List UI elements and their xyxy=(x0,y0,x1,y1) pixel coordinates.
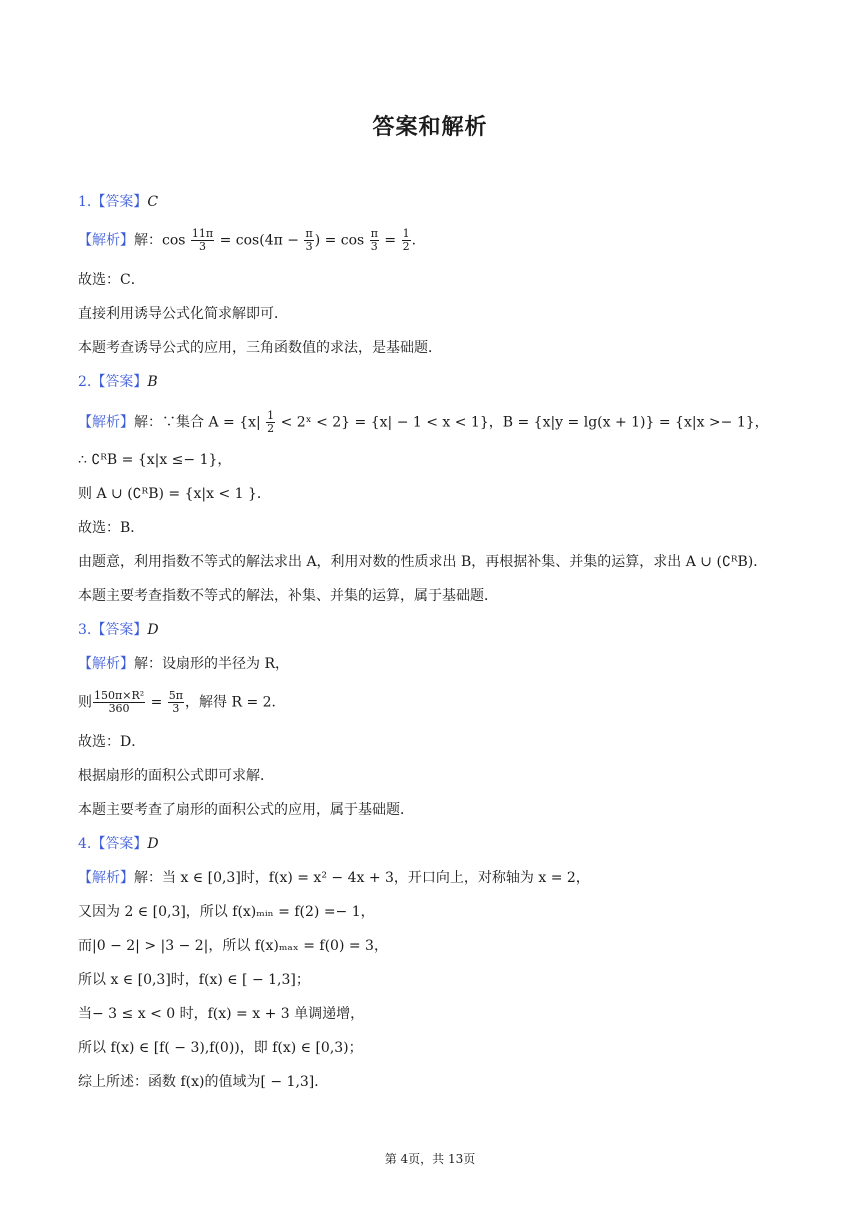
q3-equation-line xyxy=(78,690,286,715)
q2-analysis-tag: 【解析】 xyxy=(78,414,134,431)
q1-choose: 故选：C． xyxy=(78,272,145,288)
q2-comment: 本题主要考查指数不等式的解法，补集、并集的运算，属于基础题． xyxy=(78,588,498,604)
q1-expr-e: . xyxy=(411,232,417,249)
q4-answer-tag: 【答案】 xyxy=(91,836,148,852)
q4-line-2: 又因为 2 ∈ [0,3]，所以 f(x)ₘᵢₙ = f(2) =− 1， xyxy=(78,904,375,920)
q1-comment: 本题考查诱导公式的应用，三角函数值的求法，是基础题． xyxy=(78,340,442,356)
q4-line-5: 当− 3 ≤ x < 0 时，f(x) = x + 3 单调递增， xyxy=(78,1006,365,1022)
q2-number: 2. xyxy=(78,374,92,390)
q2-answer-line xyxy=(78,372,158,392)
q1-answer-tag: 【答案】 xyxy=(91,194,148,210)
q3-choose: 故选：D． xyxy=(78,734,146,750)
q4-analysis-tag: 【解析】 xyxy=(78,870,134,886)
q4-answer-value: D xyxy=(147,836,159,852)
q3-expr-mid: = xyxy=(146,694,163,711)
q4-line-4: 所以 x ∈ [0,3]时，f(x) ∈ [ − 1,3]； xyxy=(78,972,310,988)
q3-answer-tag: 【答案】 xyxy=(91,622,148,638)
q3-fraction-2: $\frac{5\pi}{3}$ xyxy=(168,689,184,715)
q3-comment: 本题主要考查了扇形的面积公式的应用，属于基础题． xyxy=(78,802,414,818)
q2-union: 则 A ∪ (∁ᴿB) = {x|x < 1 }． xyxy=(78,486,271,502)
q3-setup: 解：设扇形的半径为 R， xyxy=(134,656,289,672)
q4-answer-line xyxy=(78,834,159,854)
q2-expr-pre: 解：∵集合 A = {x| xyxy=(134,414,261,431)
q1-expr-a: cos xyxy=(162,232,186,249)
q1-fraction-3: $\frac{\pi}{3}$ xyxy=(370,227,378,253)
q2-fraction: $\frac{1}{2}$ xyxy=(267,409,275,435)
q1-answer-value: C xyxy=(147,194,159,210)
q3-method: 根据扇形的面积公式即可求解． xyxy=(78,768,274,784)
q2-choose: 故选：B． xyxy=(78,520,145,536)
q1-expr-c: ) = cos xyxy=(314,232,365,249)
q2-answer-value: B xyxy=(147,374,158,390)
q3-analysis-tag: 【解析】 xyxy=(78,656,134,672)
q3-analysis-line xyxy=(78,654,289,674)
q1-method: 直接利用诱导公式化简求解即可． xyxy=(78,306,288,322)
q4-number: 4. xyxy=(78,836,92,852)
q3-answer-line xyxy=(78,620,159,640)
q1-expr-b: = cos(4π − xyxy=(215,232,299,249)
q1-answer-line xyxy=(78,192,158,212)
q3-number: 3. xyxy=(78,622,92,638)
q2-expr-post: < 2ˣ < 2} = {x| − 1 < x < 1}，B = {x|y = lg(x + 1)} = {x|x >− 1}， xyxy=(276,414,769,431)
q3-answer-value: D xyxy=(147,622,159,638)
q2-complement: ∴ ∁ᴿB = {x|x ≤− 1}， xyxy=(78,452,232,468)
q1-number: 1. xyxy=(78,194,92,210)
q4-analysis-line xyxy=(78,868,590,888)
q1-expr-d: = xyxy=(379,232,397,249)
page-footer: 第 4页，共 13页 xyxy=(384,1152,476,1166)
q3-fraction-1: $\frac{\text{150π×R²}}{360}$ xyxy=(94,689,145,715)
q3-expr-post: ，解得 R = 2． xyxy=(185,694,286,711)
q1-analysis-tag: 【解析】 xyxy=(78,232,134,249)
q4-line-7: 综上所述：函数 f(x)的值域为[ − 1,3]． xyxy=(78,1074,329,1090)
q4-line-6: 所以 f(x) ∈ [f( − 3),f(0))，即 f(x) ∈ [0,3)； xyxy=(78,1040,363,1056)
q1-analysis-lead: 解： xyxy=(134,232,162,249)
q2-answer-tag: 【答案】 xyxy=(91,374,148,390)
q1-fraction-2: $\frac{\pi}{3}$ xyxy=(305,227,313,253)
q1-analysis-line xyxy=(78,228,416,253)
q1-fraction-4: $\frac{1}{2}$ xyxy=(402,227,410,253)
q2-method: 由题意，利用指数不等式的解法求出 A，利用对数的性质求出 B，再根据补集、并集的运算，求出 A ∪ (∁ᴿB)． xyxy=(78,554,768,570)
q3-expr-pre: 则 xyxy=(78,694,92,711)
q4-line-3: 而|0 − 2| > |3 − 2|，所以 f(x)ₘₐₓ = f(0) = 3， xyxy=(78,938,388,954)
page-title: 答案和解析 xyxy=(372,115,488,140)
q1-fraction-1: $\frac{11\pi}{3}$ xyxy=(191,227,214,253)
q2-analysis-line xyxy=(78,410,769,435)
q4-line-1: 解：当 x ∈ [0,3]时，f(x) = x² − 4x + 3，开口向上，对称轴为 x = 2， xyxy=(134,870,590,886)
